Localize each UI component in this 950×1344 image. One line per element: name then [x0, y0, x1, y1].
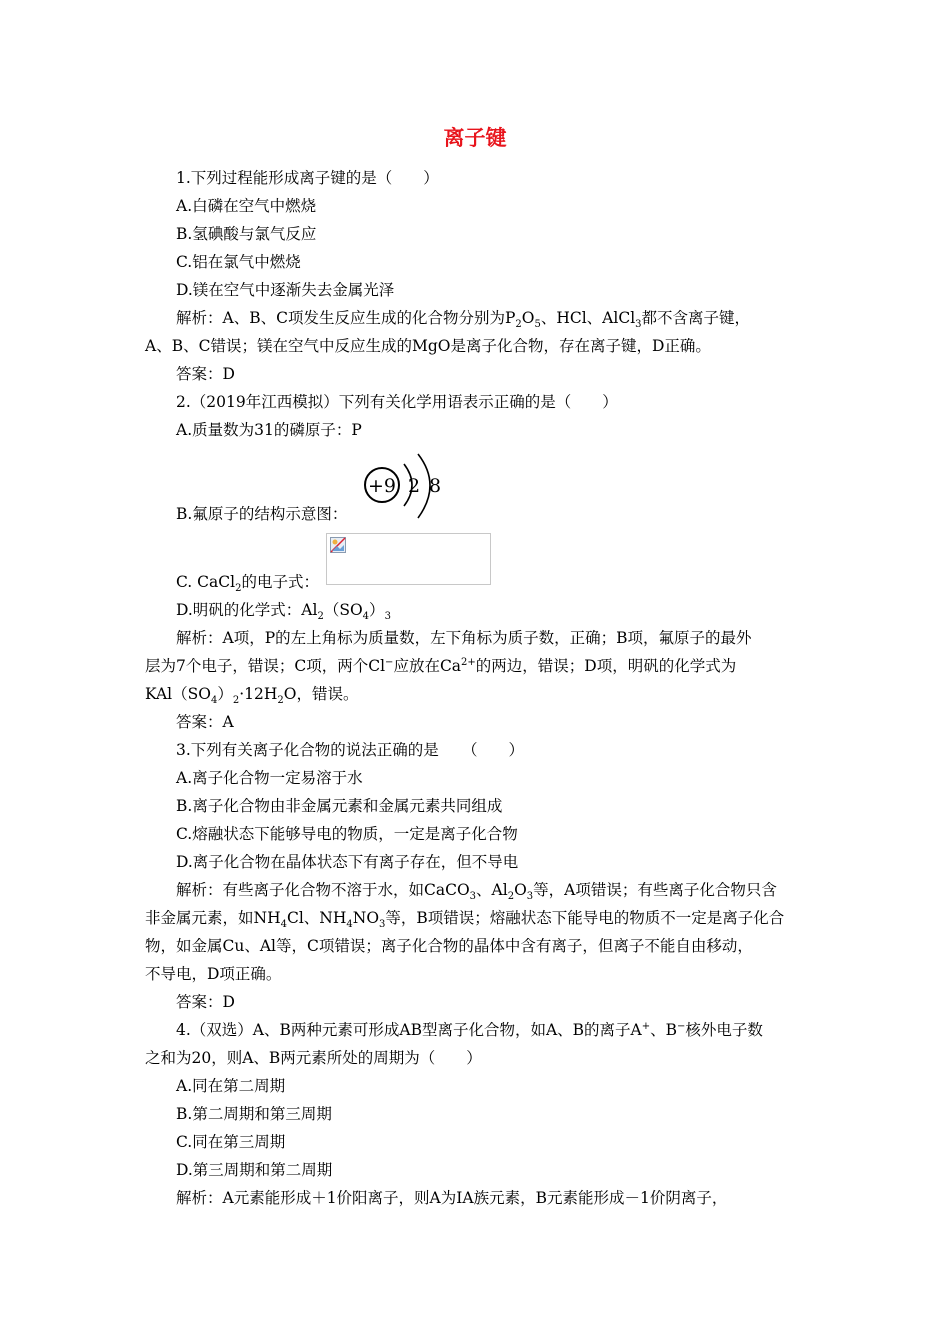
broken-image-icon — [330, 537, 346, 553]
q4-stem-line1: 4.（双选）A、B两种元素可形成AB型离子化合物，如A、B的离子A+、B−核外电子数 — [176, 1020, 763, 1039]
q4-explanation-line1: 解析：A元素能形成＋1价阳离子，则A为ⅠA族元素，B元素能形成－1价阴离子， — [176, 1189, 728, 1207]
q4-stem-line2: 之和为20，则A、B两元素所处的周期为（ ） — [145, 1049, 482, 1067]
q1-stem: 1.下列过程能形成离子键的是（ ） — [176, 169, 439, 187]
q3-option-a: A.离子化合物一定易溶于水 — [176, 769, 363, 787]
q4-option-c: C.同在第三周期 — [176, 1133, 286, 1151]
q3-option-b: B.离子化合物由非金属元素和金属元素共同组成 — [176, 797, 503, 815]
q3-explanation-line4: 不导电，D项正确。 — [145, 965, 282, 983]
q3-option-d: D.离子化合物在晶体状态下有离子存在，但不导电 — [176, 853, 519, 871]
q4-option-a: A.同在第二周期 — [176, 1077, 286, 1095]
q2-explanation-line2: 层为7个电子，错误；C项，两个Cl−应放在$Ca^{2+}$的两边，错误；D项，明矾的化学式为 — [145, 656, 737, 675]
atom-shell-2-count: 8 — [428, 475, 442, 497]
q3-stem: 3.下列有关离子化合物的说法正确的是 （ ） — [176, 741, 525, 759]
q3-explanation-line3: 物，如金属Cu、Al等，C项错误；离子化合物的晶体中含有离子，但离子不能自由移动， — [145, 937, 753, 955]
q3-answer: 答案：D — [176, 993, 235, 1011]
q3-option-c: C.熔融状态下能够导电的物质，一定是离子化合物 — [176, 825, 518, 843]
page-title: 离子键 — [443, 126, 507, 150]
q1-option-c: C.铝在氯气中燃烧 — [176, 253, 301, 271]
electron-formula-image-placeholder — [326, 533, 491, 585]
q1-answer: 答案：D — [176, 365, 235, 383]
q2-option-d: D.明矾的化学式：$Al_2(SO_4)_3$ — [176, 601, 391, 623]
q2-option-c: C. CaCl$_2$的电子式： — [176, 573, 319, 595]
q2-option-b: B.氟原子的结构示意图： — [176, 505, 348, 523]
q2-explanation-line3: $KAl(SO_4)_2\cdot 12H_2O$，错误。 — [145, 685, 359, 707]
q1-option-b: B.氢碘酸与氯气反应 — [176, 225, 317, 243]
q1-explanation-line2: A、B、C错误；镁在空气中反应生成的MgO是离子化合物，存在离子键，D正确。 — [145, 337, 711, 355]
q1-option-d: D.镁在空气中逐渐失去金属光泽 — [176, 281, 395, 299]
q2-stem: 2.（2019年江西模拟）下列有关化学用语表示正确的是（ ） — [176, 393, 618, 411]
fluorine-atom-diagram — [360, 450, 450, 524]
q4-option-d: D.第三周期和第二周期 — [176, 1161, 333, 1179]
q3-explanation-line2: 非金属元素，如$NH_4Cl$、$NH_4NO_3$等，B项错误；熔融状态下能导电的物质不一定是离子化合 — [145, 909, 785, 931]
q2-option-a: A.质量数为31的磷原子：P — [176, 421, 362, 439]
q2-explanation-line1: 解析：A项，P的左上角标为质量数，左下角标为质子数，正确；B项，氟原子的最外 — [176, 629, 752, 647]
q3-explanation-line1: 解析：有些离子化合物不溶于水，如CaCO$_3$、$Al_2O_3$等，A项错误；有些离子化合物只含 — [176, 881, 777, 903]
atom-shell-1-count: 2 — [407, 475, 421, 497]
atom-nucleus-charge: +9 — [367, 475, 397, 497]
q4-option-b: B.第二周期和第三周期 — [176, 1105, 332, 1123]
q1-option-a: A.白磷在空气中燃烧 — [176, 197, 317, 215]
q2-answer: 答案：A — [176, 713, 234, 731]
q1-explanation-line1: 解析：A、B、C项发生反应生成的化合物分别为$P_2O_5$、HCl、AlCl$_3$都不含离子键， — [176, 309, 751, 331]
